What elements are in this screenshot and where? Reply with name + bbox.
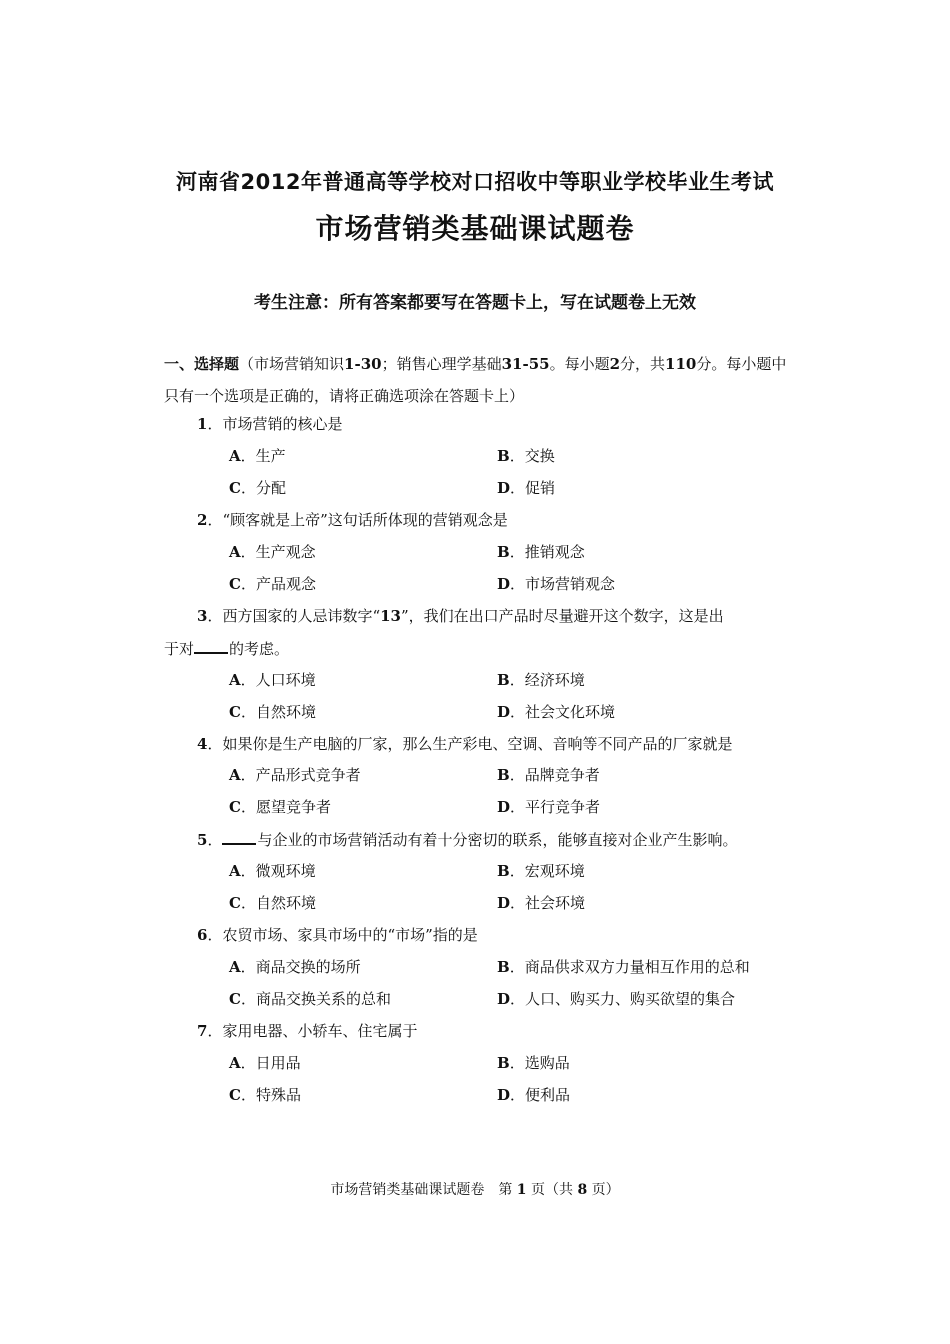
option-d	[497, 702, 615, 722]
question-text: ”，我们在出口产品时尽量避开这个数字，这是出	[400, 607, 724, 625]
footer-text: 市场营销类基础课试题卷 第	[330, 1182, 513, 1198]
option-d	[497, 797, 600, 817]
option-text: ．人口环境	[240, 671, 316, 689]
option-key: D	[497, 990, 511, 1008]
question-text: ．农贸市场、家具市场中的“市场”指的是	[207, 926, 478, 944]
option-text: ．日用品	[240, 1054, 301, 1072]
option-key: D	[497, 575, 511, 593]
option-text: ．自然环境	[240, 703, 316, 721]
question-number: 4	[197, 735, 208, 753]
option-key: B	[497, 671, 510, 689]
option-key: D	[497, 479, 511, 497]
option-c	[229, 797, 331, 817]
option-c	[229, 574, 316, 594]
option-key: C	[229, 1086, 241, 1104]
question-5	[197, 829, 737, 850]
option-text: ．商品供求双方力量相互作用的总和	[509, 958, 750, 976]
question-6	[197, 925, 478, 945]
option-text: ．交换	[509, 447, 555, 465]
option-key: D	[497, 703, 511, 721]
exam-title-line2: 市场营销类基础课试题卷	[315, 212, 635, 245]
option-d	[497, 893, 585, 913]
option-text: ．社会文化环境	[510, 703, 616, 721]
option-text: ．便利品	[510, 1086, 571, 1104]
option-text: ．生产观念	[240, 543, 316, 561]
option-key: D	[497, 894, 511, 912]
option-text: ．商品交换的场所	[240, 958, 361, 976]
option-text: ．选购品	[509, 1054, 570, 1072]
option-b	[497, 765, 600, 785]
question-3-continuation	[164, 638, 289, 659]
question-7	[197, 1021, 417, 1041]
option-text: ．促销	[510, 479, 556, 497]
section-intro-text: 。每小题	[549, 355, 610, 373]
option-a	[229, 957, 361, 977]
option-c	[229, 893, 316, 913]
question-text: ．西方国家的人忌讳数字“	[207, 607, 381, 625]
option-text: ．分配	[240, 479, 286, 497]
question-text: 的考虑。	[229, 640, 290, 658]
option-text: ．市场营销观念	[510, 575, 616, 593]
option-key: A	[229, 671, 241, 689]
answer-blank	[194, 638, 228, 654]
option-a	[229, 542, 316, 562]
section-intro-text: （市场营销知识	[239, 355, 345, 373]
question-4	[197, 734, 732, 754]
question-2	[197, 510, 508, 530]
option-key: D	[497, 1086, 511, 1104]
points-total: 110	[665, 355, 697, 373]
option-text: ．微观环境	[240, 862, 316, 880]
option-c	[229, 1085, 301, 1105]
question-number: 2	[197, 511, 208, 529]
option-key: B	[497, 1054, 510, 1072]
option-d	[497, 478, 555, 498]
option-key: D	[497, 798, 511, 816]
question-number: 7	[197, 1022, 208, 1040]
option-key: A	[229, 958, 241, 976]
option-text: ．平行竞争者	[510, 798, 601, 816]
option-key: A	[229, 1054, 241, 1072]
option-text: ．产品形式竞争者	[240, 766, 361, 784]
question-text: ．如果你是生产电脑的厂家，那么生产彩电、空调、音响等不同产品的厂家就是	[207, 735, 733, 753]
option-d	[497, 1085, 570, 1105]
option-text: ．生产	[240, 447, 286, 465]
option-text: ．宏观环境	[509, 862, 585, 880]
option-b	[497, 670, 585, 690]
section-range-2: 31-55	[501, 355, 550, 373]
option-key: C	[229, 894, 241, 912]
question-number: 3	[197, 607, 208, 625]
question-number: 1	[197, 415, 208, 433]
option-a	[229, 670, 316, 690]
section-intro-text: ；销售心理学基础	[381, 355, 502, 373]
page-number: 1	[516, 1182, 527, 1198]
option-a	[229, 1053, 301, 1073]
option-c	[229, 989, 391, 1009]
section-intro-text: 分。每小题中只有一个选项是正确的，请将正确选项涂在答题卡上）	[164, 355, 787, 405]
candidate-notice: 考生注意：所有答案都要写在答题卡上，写在试题卷上无效	[254, 293, 696, 313]
option-key: B	[497, 766, 510, 784]
section-range-1: 1-30	[344, 355, 382, 373]
option-d	[497, 989, 735, 1009]
option-key: C	[229, 798, 241, 816]
section-intro	[164, 348, 788, 412]
option-b	[497, 957, 750, 977]
question-3	[197, 606, 724, 626]
option-key: C	[229, 479, 241, 497]
option-key: C	[229, 990, 241, 1008]
option-key: A	[229, 862, 241, 880]
points-each: 2	[609, 355, 621, 373]
question-number: 6	[197, 926, 208, 944]
section-heading: 一、选择题	[164, 355, 240, 373]
option-text: ．品牌竞争者	[509, 766, 600, 784]
option-b	[497, 446, 555, 466]
option-d	[497, 574, 615, 594]
option-key: C	[229, 575, 241, 593]
option-key: B	[497, 862, 510, 880]
option-b	[497, 1053, 570, 1073]
question-text: ．“顾客就是上帝”这句话所体现的营销观念是	[207, 511, 508, 529]
question-number: 5	[197, 831, 208, 849]
option-key: B	[497, 543, 510, 561]
answer-blank	[222, 829, 256, 845]
question-text: ．家用电器、小轿车、住宅属于	[207, 1022, 418, 1040]
option-text: ．经济环境	[509, 671, 585, 689]
option-a	[229, 861, 316, 881]
question-text: 与企业的市场营销活动有着十分密切的联系，能够直接对企业产生影响。	[257, 831, 738, 849]
option-key: A	[229, 447, 241, 465]
option-text: ．产品观念	[240, 575, 316, 593]
page-total: 8	[577, 1182, 588, 1198]
option-text: ．社会环境	[510, 894, 586, 912]
option-a	[229, 446, 286, 466]
question-bold-number: 13	[380, 607, 401, 625]
question-text: ．市场营销的核心是	[207, 415, 343, 433]
option-a	[229, 765, 361, 785]
option-text: ．自然环境	[240, 894, 316, 912]
option-text: ．推销观念	[509, 543, 585, 561]
option-c	[229, 478, 286, 498]
option-key: B	[497, 447, 510, 465]
question-text: 于对	[164, 640, 195, 658]
footer-text: 页）	[591, 1182, 620, 1198]
option-key: A	[229, 543, 241, 561]
option-key: A	[229, 766, 241, 784]
option-text: ．特殊品	[240, 1086, 301, 1104]
option-text: ．商品交换关系的总和	[240, 990, 391, 1008]
option-key: C	[229, 703, 241, 721]
page-footer	[0, 1179, 950, 1199]
exam-title-line1: 河南省2012年普通高等学校对口招收中等职业学校毕业生考试	[176, 170, 774, 194]
question-text: ．	[207, 831, 223, 849]
section-intro-text: 分，共	[620, 355, 666, 373]
option-c	[229, 702, 316, 722]
option-key: B	[497, 958, 510, 976]
question-1	[197, 414, 342, 434]
option-text: ．愿望竞争者	[240, 798, 331, 816]
option-text: ．人口、购买力、购买欲望的集合	[510, 990, 736, 1008]
footer-text: 页（共	[531, 1182, 573, 1198]
option-b	[497, 542, 585, 562]
option-b	[497, 861, 585, 881]
